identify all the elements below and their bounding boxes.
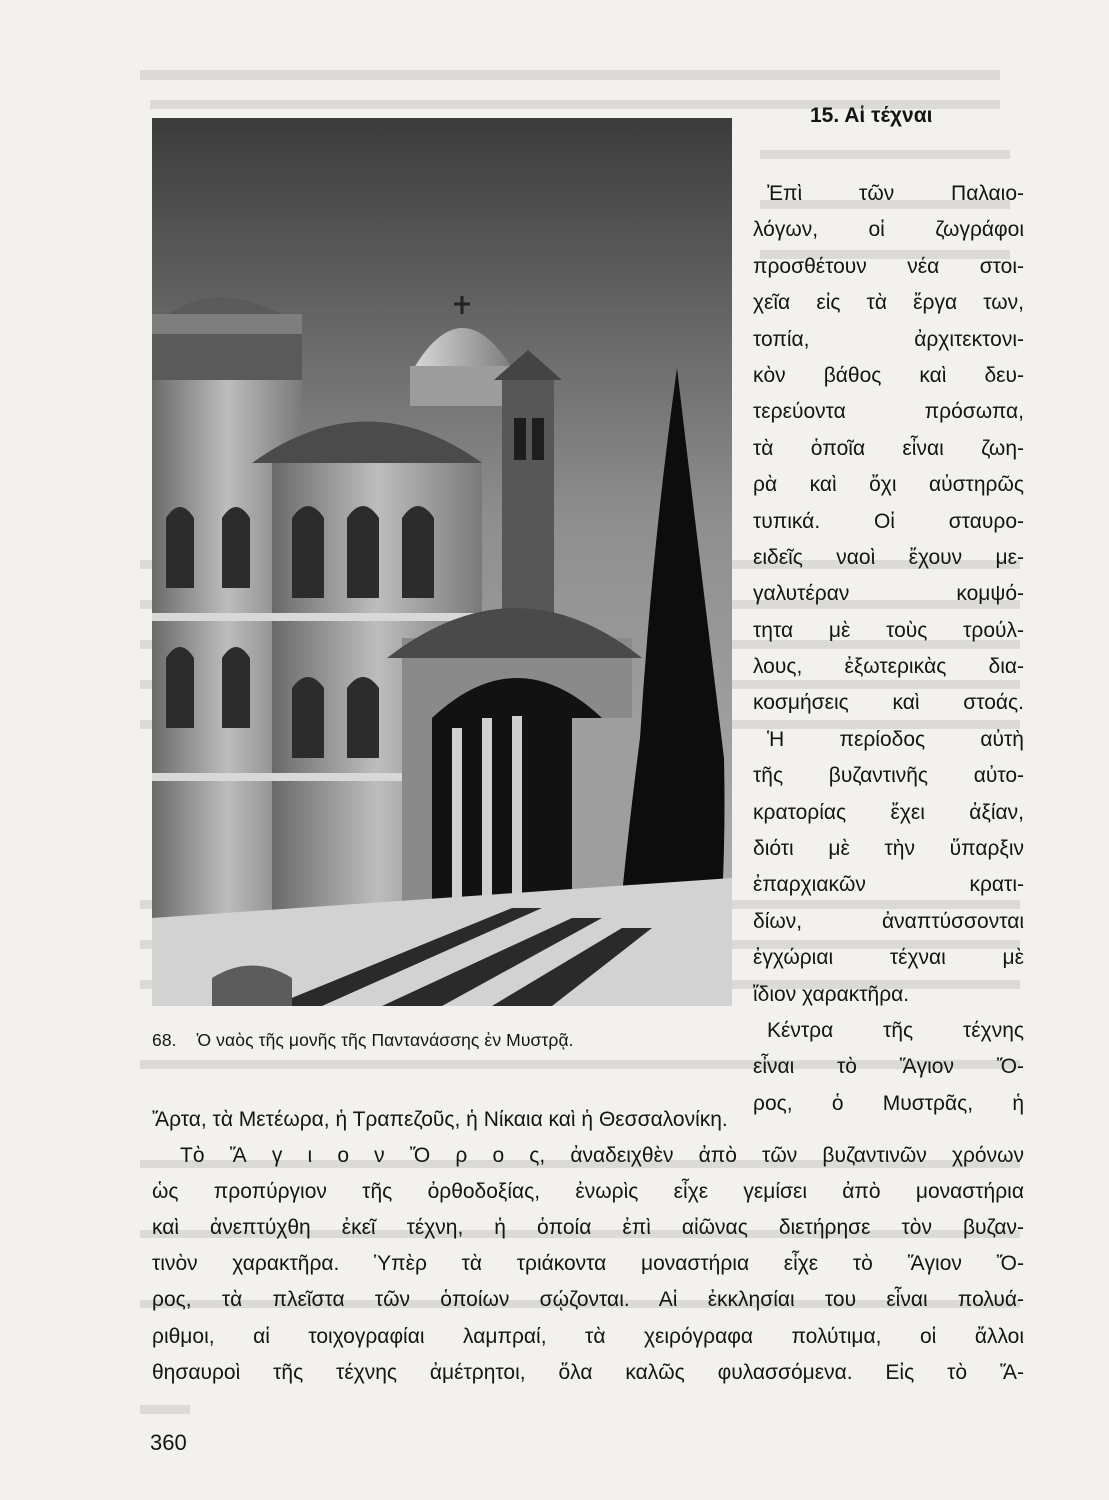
body-line: Ἄρτα, τὰ Μετέωρα, ἡ Τραπεζοῦς, ἡ Νίκαια καὶ ἡ Θεσσαλονίκη. [152, 1108, 728, 1131]
column-line: τυπικά. Οἱ σταυρο- [753, 509, 1024, 533]
column-line: Κέντρα τῆς τέχνης [767, 1018, 1024, 1042]
body-line: ρος, τὰ πλεῖστα τῶν ὁποίων σῴζονται. Αἱ ἐκκλησίαι του εἶναι πολυά- [152, 1288, 1024, 1312]
column-line: γαλυτέραν κομψό- [753, 582, 1024, 606]
column-line: δίων, ἀναπτύσσονται [753, 909, 1024, 933]
body-line: θησαυροὶ τῆς τέχνης ἀμέτρητοι, ὅλα καλῶς φυλασσόμενα. Εἰς τὸ Ἅ- [152, 1360, 1024, 1384]
column-line: ρὰ καὶ ὄχι αὐστηρῶς [753, 473, 1024, 497]
column-line: κρατορίας ἔχει ἀξίαν, [753, 800, 1024, 824]
column-line: ἐγχώριαι τέχναι μὲ [753, 946, 1024, 970]
column-line: Ἐπὶ τῶν Παλαιο- [767, 182, 1024, 205]
body-line: ριθμοι, αἱ τοιχογραφίαι λαμπραί, τὰ χειρόγραφα πολύτιμα, οἱ ἄλλοι [152, 1324, 1024, 1348]
column-line: ειδεῖς ναοὶ ἔχουν με- [753, 545, 1024, 569]
column-line: ἐπαρχιακῶν κρατι- [753, 873, 1024, 897]
body-text [152, 1102, 1024, 1391]
body-line: τινὸν χαρακτῆρα. Ὑπὲρ τὰ τριάκοντα μοναστήρια εἶχε τὸ Ἅγιον Ὄ- [152, 1252, 1024, 1276]
figure-caption-text: Ὁ ναὸς τῆς μονῆς τῆς Παντανάσσης ἐν Μυστρᾷ. [196, 1030, 574, 1050]
column-line: τητα μὲ τοὺς τρούλ- [753, 618, 1024, 642]
column-line: τῆς βυζαντινῆς αὐτο- [753, 764, 1024, 788]
column-line: Ἡ περίοδος αὐτὴ [767, 727, 1024, 751]
column-line: χεῖα εἰς τὰ ἔργα των, [753, 291, 1024, 315]
column-line: ρος, ὁ Μυστρᾶς, ἡ [753, 1091, 1024, 1115]
column-line: προσθέτουν νέα στοι- [753, 254, 1024, 278]
page-number: 360 [150, 1430, 187, 1455]
section-heading: 15. Αἱ τέχναι [810, 104, 933, 127]
body-line: καὶ ἀνεπτύχθη ἐκεῖ τέχνη, ἡ ὁποία ἐπὶ αἰῶνας διετήρησε τὸν βυζαν- [152, 1216, 1024, 1240]
body-line: ὡς προπύργιον τῆς ὀρθοδοξίας, ἐνωρὶς εἶχε γεμίσει ἀπὸ μοναστήρια [152, 1180, 1024, 1204]
column-line: τερεύοντα πρόσωπα, [753, 400, 1024, 424]
column-line: λόγων, οἱ ζωγράφοι [753, 218, 1024, 242]
column-line: διότι μὲ τὴν ὕπαρξιν [753, 837, 1024, 861]
column-line: τὰ ὁποῖα εἶναι ζωη- [753, 436, 1024, 460]
column-line: λους, ἐξωτερικὰς δια- [753, 655, 1024, 679]
figure-caption [152, 1030, 752, 1051]
column-line: κὸν βάθος καὶ δευ- [753, 363, 1024, 387]
monastery-photo-illustration [152, 118, 732, 1006]
text-column [753, 176, 1024, 1122]
column-line: κοσμήσεις καὶ στοάς. [753, 691, 1024, 715]
figure-number: 68. [152, 1030, 177, 1050]
column-line: εἶναι τὸ Ἅγιον Ὄ- [753, 1055, 1024, 1079]
column-line: τοπία, ἀρχιτεκτονι- [753, 327, 1024, 351]
body-line: Τὸ Ἅ γ ι ο ν Ὄ ρ ο ς, ἀναδειχθὲν ἀπὸ τῶν βυζαντινῶν χρόνων [180, 1144, 1024, 1168]
monastery-photo [152, 118, 732, 1006]
column-line: ἴδιον χαρακτῆρα. [753, 982, 910, 1006]
